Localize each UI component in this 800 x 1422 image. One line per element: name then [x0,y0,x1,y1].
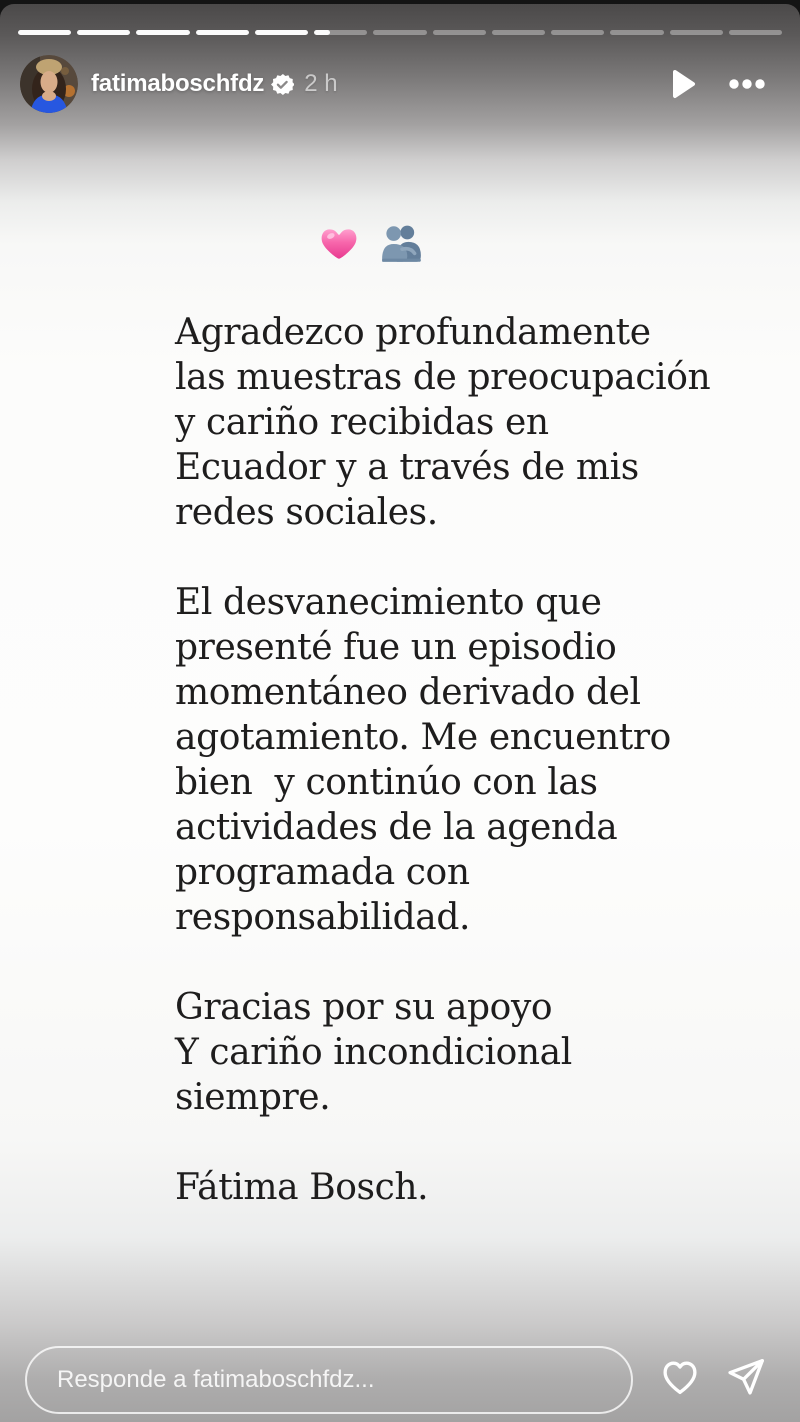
progress-segment [492,30,545,35]
story-text-line: Fátima Bosch. [175,1167,429,1208]
heart-icon [659,1356,701,1398]
progress-segment [18,30,71,35]
story-text-line: bien y continúo con las [175,762,598,803]
header-actions [672,69,782,99]
paper-plane-icon [724,1356,768,1398]
play-button[interactable] [672,69,696,99]
story-text-line: El desvanecimiento que [175,582,602,623]
avatar[interactable] [20,55,78,113]
story-paragraph [175,985,735,1120]
pink-heart-emoji [318,222,360,264]
story-text-line: Y cariño incondicional [175,1032,572,1073]
verified-badge [271,73,294,96]
story-text-line: las muestras de preocupación [175,357,711,398]
story-text-line: siempre. [175,1077,331,1118]
story-progress-bar [18,30,782,35]
username[interactable]: fatimaboschfdz [91,70,265,97]
story-text-line: Agradezco profundamente [175,312,651,353]
reply-pill[interactable] [25,1346,633,1414]
progress-segment [255,30,308,35]
progress-segment [136,30,189,35]
story-text-line: Gracias por su apoyo [175,987,553,1028]
progress-segment [551,30,604,35]
story-paragraph [175,310,735,535]
story-text-line: y cariño recibidas en [175,402,549,443]
ellipsis-icon [728,78,766,90]
story-text-line: responsabilidad. [175,897,471,938]
story-text-line: Ecuador y a través de mis [175,447,639,488]
progress-segment [670,30,723,35]
progress-segment [729,30,782,35]
play-icon [672,69,696,99]
progress-segment [314,30,367,35]
story-text [175,310,735,1255]
story-text-line: actividades de la agenda [175,807,618,848]
story-paragraph [175,580,735,940]
story-text-line: redes sociales. [175,492,438,533]
progress-segment [373,30,426,35]
progress-segment [433,30,486,35]
story-text-line: programada con [175,852,470,893]
reply-input[interactable] [27,1366,631,1394]
story-text-line: agotamiento. Me encuentro [175,717,671,758]
progress-segment [77,30,130,35]
progress-segment [196,30,249,35]
like-button[interactable] [659,1356,701,1403]
more-options-button[interactable] [728,78,766,90]
share-button[interactable] [724,1356,768,1403]
story-timestamp: 2 h [304,70,338,97]
story-text-line: presenté fue un episodio [175,627,617,668]
progress-segment [610,30,663,35]
story-text-line: momentáneo derivado del [175,672,641,713]
story-paragraph [175,1165,735,1210]
story-card [0,4,800,1422]
emoji-row [0,222,771,266]
people-hugging-emoji [378,222,424,266]
avatar-photo [20,55,78,113]
story-header [20,54,782,114]
